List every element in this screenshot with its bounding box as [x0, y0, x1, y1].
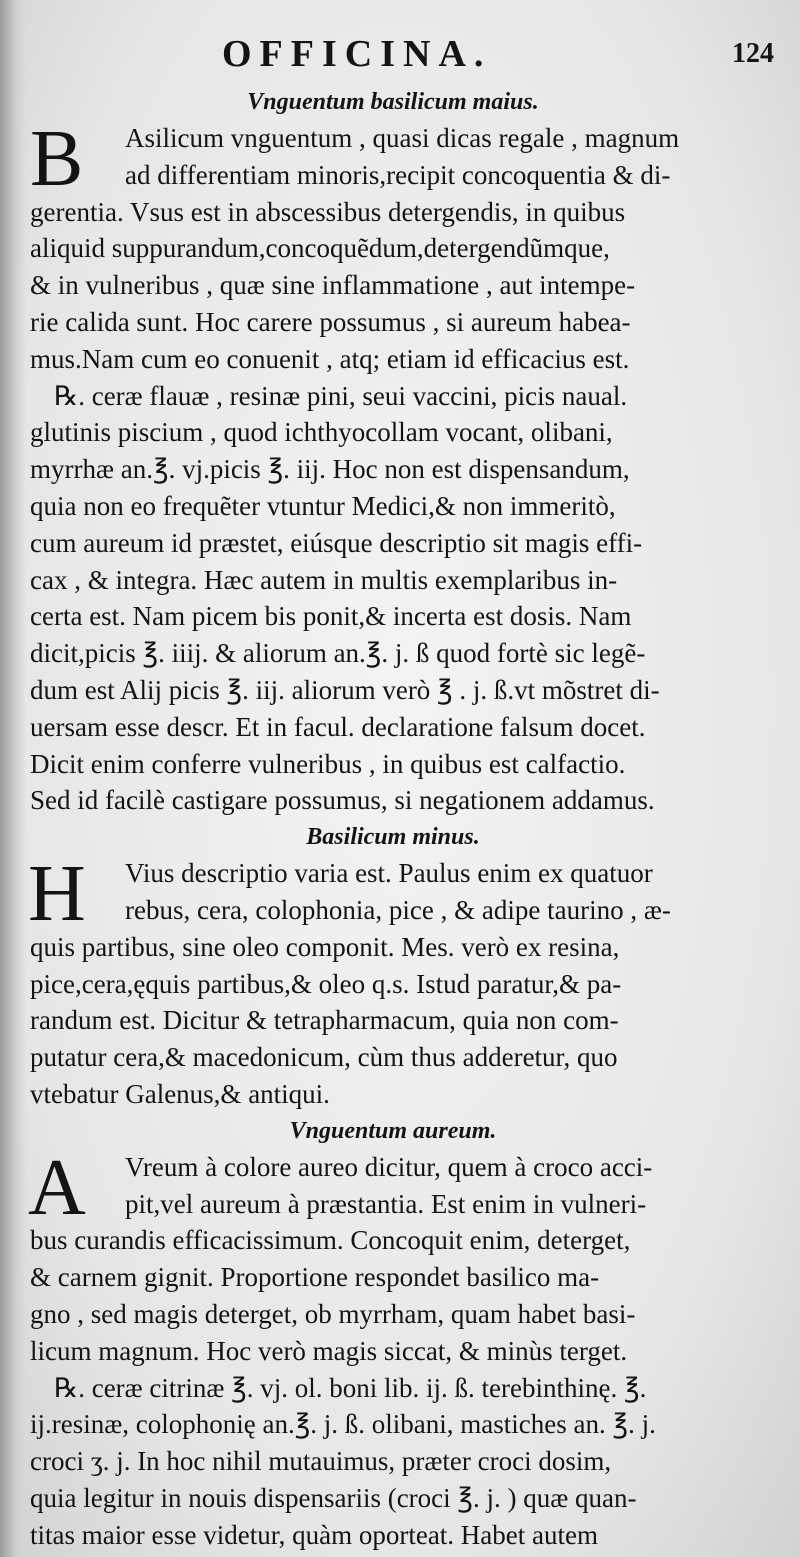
paragraph-vnguentum-aureum — [28, 1143, 756, 1554]
drop-capital: A — [28, 1143, 86, 1232]
running-title: OFFICINA. — [222, 33, 492, 75]
text-line: mus.Nam cum eo conuenit , atq; etiam id efficacius est. — [30, 343, 630, 374]
paragraph-basilicum-maius — [30, 115, 756, 819]
text-line: myrrhæ an.℥. vj.picis ℥. iij. Hoc non est dispensandum, — [30, 454, 630, 485]
text-line: Dicit enim conferre vulneribus , in quibus est calfactio. — [30, 748, 626, 779]
text-line: vtebatur Galenus,& antiqui. — [30, 1078, 330, 1109]
text-line: uersam esse descr. Et in facul. declaratione falsum docet. — [30, 711, 646, 742]
text-line: gno , sed magis deterget, ob myrrham, quam habet basi- — [30, 1298, 636, 1329]
text-line: dum est Alij picis ℥. iij. aliorum verò ℥ . j. ß.vt mõstret di- — [30, 674, 660, 705]
text-line: bus curandis efficacissimum. Concoquit enim, deterget, — [30, 1225, 631, 1256]
recipe-line: ℞. ceræ citrinæ ℥. vj. ol. boni lib. ij. ß. terebinthinę. ℥. — [54, 1372, 647, 1403]
text-line: certa est. Nam picem bis ponit,& incerta est dosis. Nam — [30, 601, 632, 632]
text-line: glutinis piscium , quod ichthyocollam vocant, olibani, — [30, 417, 613, 448]
page-header — [0, 28, 800, 84]
text-line: quis partibus, sine oleo componit. Mes. verò ex resina, — [30, 931, 620, 962]
page-gutter-shadow — [0, 0, 26, 1557]
text-line: pit,vel aureum à præstantia. Est enim in vulneri- — [125, 1188, 647, 1219]
drop-capital: H — [28, 850, 86, 939]
text-line: ij.resinæ, colophonię an.℥. j. ß. olibani, mastiches an. ℥. j. — [30, 1409, 656, 1440]
text-line: & carnem gignit. Proportione respondet basilico ma- — [30, 1262, 600, 1293]
section-heading-vnguentum-aureum: Vnguentum aureum. — [289, 1117, 497, 1144]
recipe-line: ℞. ceræ flauæ , resinæ pini, seui vaccini, picis naual. — [54, 380, 628, 411]
paragraph-basilicum-minus — [28, 850, 756, 1113]
text-line: Vius descriptio varia est. Paulus enim ex quatuor — [125, 858, 653, 889]
text-line: licum magnum. Hoc verò magis siccat, & minùs terget. — [30, 1335, 628, 1366]
text-line: ad differentiam minoris,recipit concoquentia & di- — [125, 159, 671, 190]
drop-capital: B — [30, 115, 84, 203]
text-line: cum aureum id præstet, eiúsque descriptio sit magis effi- — [30, 527, 643, 558]
text-line: putatur cera,& macedonicum, cùm thus adderetur, quo — [30, 1042, 618, 1073]
text-line: randum est. Dicitur & tetrapharmacum, quia non com- — [30, 1005, 619, 1036]
page-body — [30, 84, 756, 1553]
text-line: Sed id facilè castigare possumus, si negationem addamus. — [30, 785, 655, 816]
text-line: croci ʒ. j. In hoc nihil mutauimus, præter croci dosim, — [30, 1446, 612, 1477]
text-line: titas maior esse videtur, quàm oporteat. Habet autem — [30, 1519, 598, 1550]
text-line: rebus, cera, colophonia, pice , & adipe taurino , æ- — [125, 894, 671, 925]
text-line: cax , & integra. Hæc autem in multis exemplaribus in- — [30, 564, 618, 595]
text-line: pice,cera,ęquis partibus,& oleo q.s. Istud paratur,& pa- — [30, 968, 622, 999]
section-heading-basilicum-maius: Vnguentum basilicum maius. — [247, 89, 539, 115]
text-line: rie calida sunt. Hoc carere possumus , si aureum habea- — [30, 306, 631, 337]
page-number: 124 — [732, 38, 774, 69]
text-line: Asilicum vnguentum , quasi dicas regale , magnum — [125, 123, 680, 153]
text-line: quia legitur in nouis dispensariis (croci ℥. j. ) quæ quan- — [30, 1482, 637, 1513]
text-line: gerentia. Vsus est in abscessibus detergendis, in quibus — [30, 196, 626, 227]
text-line: Vreum à colore aureo dicitur, quem à croco acci- — [125, 1151, 653, 1182]
text-line: quia non eo frequẽter vtuntur Medici,& non immeritò, — [30, 490, 616, 521]
text-line: & in vulneribus , quæ sine inflammatione , aut intempe- — [30, 270, 636, 301]
text-line: aliquid suppurandum,concoquẽdum,detergendũmque, — [30, 233, 610, 264]
section-heading-basilicum-minus: Basilicum minus. — [306, 824, 480, 851]
text-line: dicit,picis ℥. iiij. & aliorum an.℥. j. ß quod fortè sic legẽ- — [30, 638, 646, 669]
